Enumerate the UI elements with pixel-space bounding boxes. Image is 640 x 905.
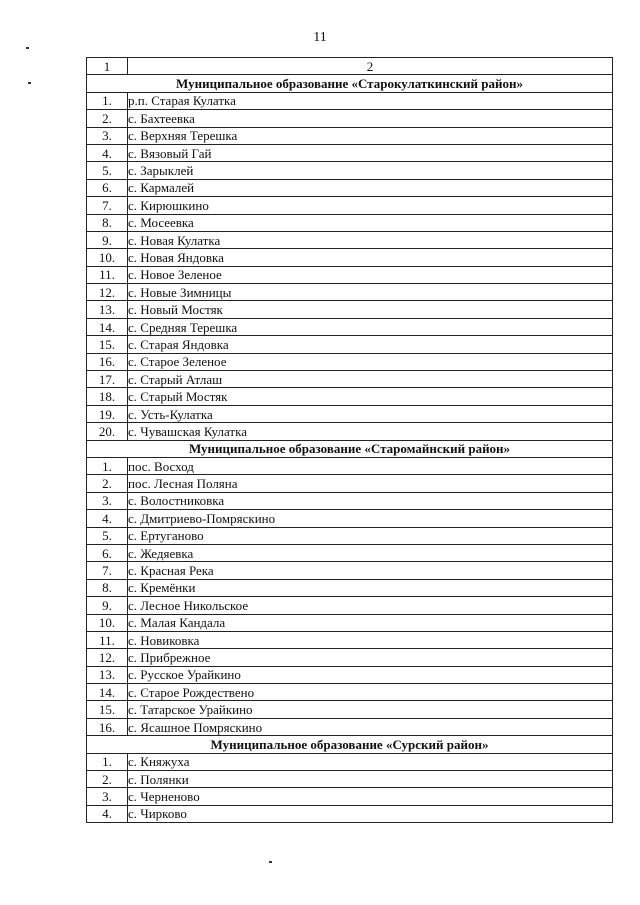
settlement-name: с. Новая Яндовка [128, 249, 613, 266]
table-row [87, 614, 613, 631]
settlement-name: с. Лесное Никольское [128, 597, 613, 614]
table-row [87, 771, 613, 788]
settlement-name: с. Княжуха [128, 753, 613, 770]
settlement-name: с. Средняя Терешка [128, 318, 613, 335]
table-row [87, 527, 613, 544]
settlement-name: с. Старая Яндовка [128, 336, 613, 353]
row-number: 13. [87, 301, 128, 318]
row-number: 15. [87, 336, 128, 353]
table-row [87, 649, 613, 666]
settlement-name: с. Волостниковка [128, 492, 613, 509]
section-title: Муниципальное образование «Старокулаткинский район» [87, 75, 613, 92]
settlement-name: с. Кремёнки [128, 579, 613, 596]
column-header-number: 1 [87, 58, 128, 75]
settlement-name: с. Жедяевка [128, 544, 613, 561]
table-row [87, 753, 613, 770]
settlement-name: с. Красная Река [128, 562, 613, 579]
page-number: 11 [313, 30, 327, 45]
table-row [87, 562, 613, 579]
table-row [87, 266, 613, 283]
table-row [87, 492, 613, 509]
table-row [87, 457, 613, 474]
table-row [87, 318, 613, 335]
settlement-name: с. Новая Кулатка [128, 231, 613, 248]
table-row [87, 510, 613, 527]
settlement-name: с. Новое Зеленое [128, 266, 613, 283]
table-row [87, 684, 613, 701]
row-number: 4. [87, 805, 128, 822]
section-header-row [87, 75, 613, 92]
row-number: 9. [87, 231, 128, 248]
table-row [87, 631, 613, 648]
table-row [87, 371, 613, 388]
row-number: 8. [87, 214, 128, 231]
table-row [87, 110, 613, 127]
table-row [87, 249, 613, 266]
table-row [87, 666, 613, 683]
settlement-name: с. Ертуганово [128, 527, 613, 544]
scan-speck [269, 861, 272, 863]
settlement-name: пос. Лесная Поляна [128, 475, 613, 492]
row-number: 18. [87, 388, 128, 405]
settlement-name: с. Дмитриево-Помряскино [128, 510, 613, 527]
settlement-name: с. Кирюшкино [128, 197, 613, 214]
section-header-row [87, 736, 613, 753]
row-number: 3. [87, 788, 128, 805]
table-row [87, 805, 613, 822]
column-header-row [87, 58, 613, 75]
table-row [87, 475, 613, 492]
table-row [87, 718, 613, 735]
row-number: 2. [87, 475, 128, 492]
settlement-name: с. Русское Урайкино [128, 666, 613, 683]
settlement-name: с. Кармалей [128, 179, 613, 196]
settlement-name: с. Малая Кандала [128, 614, 613, 631]
row-number: 10. [87, 249, 128, 266]
row-number: 3. [87, 127, 128, 144]
settlement-name: с. Полянки [128, 771, 613, 788]
row-number: 6. [87, 544, 128, 561]
settlements-table [86, 57, 613, 823]
column-header-name: 2 [128, 58, 613, 75]
table-row [87, 284, 613, 301]
table-row [87, 231, 613, 248]
row-number: 14. [87, 318, 128, 335]
settlements-table-body [87, 58, 613, 823]
table-row [87, 144, 613, 161]
row-number: 9. [87, 597, 128, 614]
table-row [87, 701, 613, 718]
row-number: 16. [87, 718, 128, 735]
row-number: 10. [87, 614, 128, 631]
row-number: 8. [87, 579, 128, 596]
settlement-name: с. Старый Мостяк [128, 388, 613, 405]
row-number: 1. [87, 457, 128, 474]
table-row [87, 405, 613, 422]
row-number: 7. [87, 562, 128, 579]
section-title: Муниципальное образование «Старомайнский район» [87, 440, 613, 457]
row-number: 14. [87, 684, 128, 701]
row-number: 5. [87, 527, 128, 544]
row-number: 5. [87, 162, 128, 179]
table-row [87, 544, 613, 561]
scan-speck [28, 82, 31, 84]
row-number: 6. [87, 179, 128, 196]
row-number: 20. [87, 423, 128, 440]
table-row [87, 127, 613, 144]
row-number: 11. [87, 266, 128, 283]
table-row [87, 214, 613, 231]
table-row [87, 197, 613, 214]
table-row [87, 353, 613, 370]
row-number: 16. [87, 353, 128, 370]
row-number: 3. [87, 492, 128, 509]
row-number: 15. [87, 701, 128, 718]
table-row [87, 579, 613, 596]
settlement-name: р.п. Старая Кулатка [128, 92, 613, 109]
row-number: 4. [87, 510, 128, 527]
settlement-name: с. Новые Зимницы [128, 284, 613, 301]
settlement-name: с. Бахтеевка [128, 110, 613, 127]
row-number: 17. [87, 371, 128, 388]
settlement-name: с. Новый Мостяк [128, 301, 613, 318]
table-row [87, 423, 613, 440]
settlement-name: с. Чувашская Кулатка [128, 423, 613, 440]
settlement-name: с. Татарское Урайкино [128, 701, 613, 718]
settlement-name: с. Старое Зеленое [128, 353, 613, 370]
settlement-name: с. Новиковка [128, 631, 613, 648]
table-row [87, 92, 613, 109]
settlement-name: с. Усть-Кулатка [128, 405, 613, 422]
row-number: 1. [87, 753, 128, 770]
scan-speck [26, 47, 29, 49]
settlement-name: с. Прибрежное [128, 649, 613, 666]
settlement-name: с. Ясашное Помряскино [128, 718, 613, 735]
table-row [87, 788, 613, 805]
table-row [87, 597, 613, 614]
table-row [87, 388, 613, 405]
settlement-name: с. Старое Рождествено [128, 684, 613, 701]
row-number: 12. [87, 284, 128, 301]
row-number: 12. [87, 649, 128, 666]
section-header-row [87, 440, 613, 457]
settlement-name: с. Чирково [128, 805, 613, 822]
row-number: 1. [87, 92, 128, 109]
settlement-name: пос. Восход [128, 457, 613, 474]
settlement-name: с. Мосеевка [128, 214, 613, 231]
table-row [87, 301, 613, 318]
section-title: Муниципальное образование «Сурский район» [87, 736, 613, 753]
settlement-name: с. Вязовый Гай [128, 144, 613, 161]
table-row [87, 162, 613, 179]
row-number: 19. [87, 405, 128, 422]
row-number: 11. [87, 631, 128, 648]
settlement-name: с. Зарыклей [128, 162, 613, 179]
settlement-name: с. Верхняя Терешка [128, 127, 613, 144]
row-number: 2. [87, 110, 128, 127]
row-number: 13. [87, 666, 128, 683]
table-row [87, 179, 613, 196]
table-row [87, 336, 613, 353]
settlement-name: с. Черненово [128, 788, 613, 805]
row-number: 7. [87, 197, 128, 214]
row-number: 2. [87, 771, 128, 788]
row-number: 4. [87, 144, 128, 161]
settlement-name: с. Старый Атлаш [128, 371, 613, 388]
